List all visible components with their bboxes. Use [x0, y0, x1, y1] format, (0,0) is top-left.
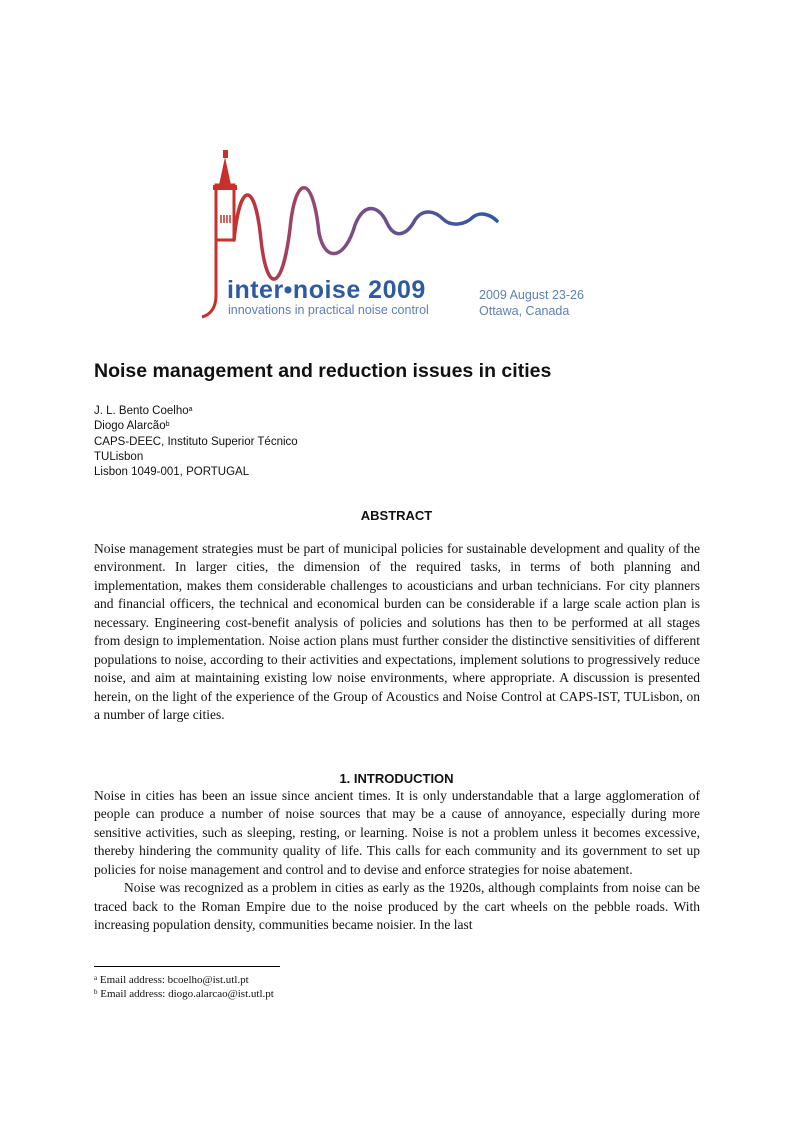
logo-title: inter•noise 2009	[227, 276, 426, 304]
affiliation-line: CAPS-DEEC, Instituto Superior Técnico	[94, 435, 298, 448]
footnote	[94, 987, 274, 1001]
author-name: J. L. Bento Coelho	[94, 405, 189, 417]
paper-title: Noise management and reduction issues in cities	[94, 360, 552, 382]
abstract-heading: ABSTRACT	[360, 508, 433, 523]
author-block	[94, 404, 298, 480]
sound-wave-graphic	[234, 188, 497, 279]
introduction-heading: 1. INTRODUCTION	[339, 771, 454, 786]
conference-date: 2009 August 23-26	[479, 288, 584, 302]
conference-location: Ottawa, Canada	[479, 304, 570, 318]
footnote-mark: a	[94, 974, 98, 982]
conference-logo	[195, 145, 615, 320]
introduction-text	[94, 787, 700, 935]
author-line	[94, 419, 298, 434]
conference-info	[479, 287, 584, 319]
abstract-paragraph: Noise management strategies must be part of municipal policies for sustainable development and quality of the environment. In larger cities, the dimension of the required tasks, in terms of both planning and implementation, makes them considerable challenges to acousticians and urban technicians. For city planners and financial officers, the technical and economical burden can be considerable if a large scale action plan is necessary. Engineering cost-benefit analysis of policies and solutions has then to be performed at all stages from design to implementation. Noise action plans must further consider the distinctive sensitivities of different populations to noise, according to their activities and expectations, implement solutions to progressively reduce noise, and aim at maintaining existing low noise environments, where appropriate. A discussion is presented herein, on the light of the experience of the Group of Acoustics and Noise Control at CAPS-IST, TULisbon, on a number of large cities.	[94, 541, 700, 723]
footnote-mark: b	[94, 988, 98, 996]
affiliation-line: TULisbon	[94, 450, 144, 463]
footnote-text: Email address: bcoelho@ist.utl.pt	[99, 974, 249, 986]
intro-paragraph-1: Noise in cities has been an issue since ancient times. It is only understandable that a large agglomeration of people can produce a number of noise sources that may be a cause of annoyance, especially during more sensitive activities, such as sleeping, resting, or learning. Noise is not a problem unless it becomes excessive, thereby hindering the community quality of life. This calls for each community and its government to set up policies for noise management and control and to devise and enforce strategies for noise abatement.	[94, 788, 700, 877]
footnote	[94, 973, 274, 987]
footnotes	[94, 973, 274, 1001]
author-line	[94, 404, 298, 419]
author-name: Diogo Alarcão	[94, 420, 166, 433]
intro-paragraph-2: Noise was recognized as a problem in cities as early as the 1920s, although complaints from noise can be traced back to the Roman Empire due to the noise produced by the cart wheels on the pebble roads. With increasing population density, communities became noisier. In the last	[94, 880, 700, 933]
logo-subtitle: innovations in practical noise control	[228, 303, 429, 317]
footnote-text: Email address: diogo.alarcao@ist.utl.pt	[100, 988, 274, 1000]
author-mark: b	[165, 421, 170, 429]
footnote-divider	[94, 966, 280, 967]
affiliation-line: Lisbon 1049-001, PORTUGAL	[94, 466, 250, 479]
author-mark: a	[188, 406, 193, 413]
abstract-text	[94, 540, 700, 725]
